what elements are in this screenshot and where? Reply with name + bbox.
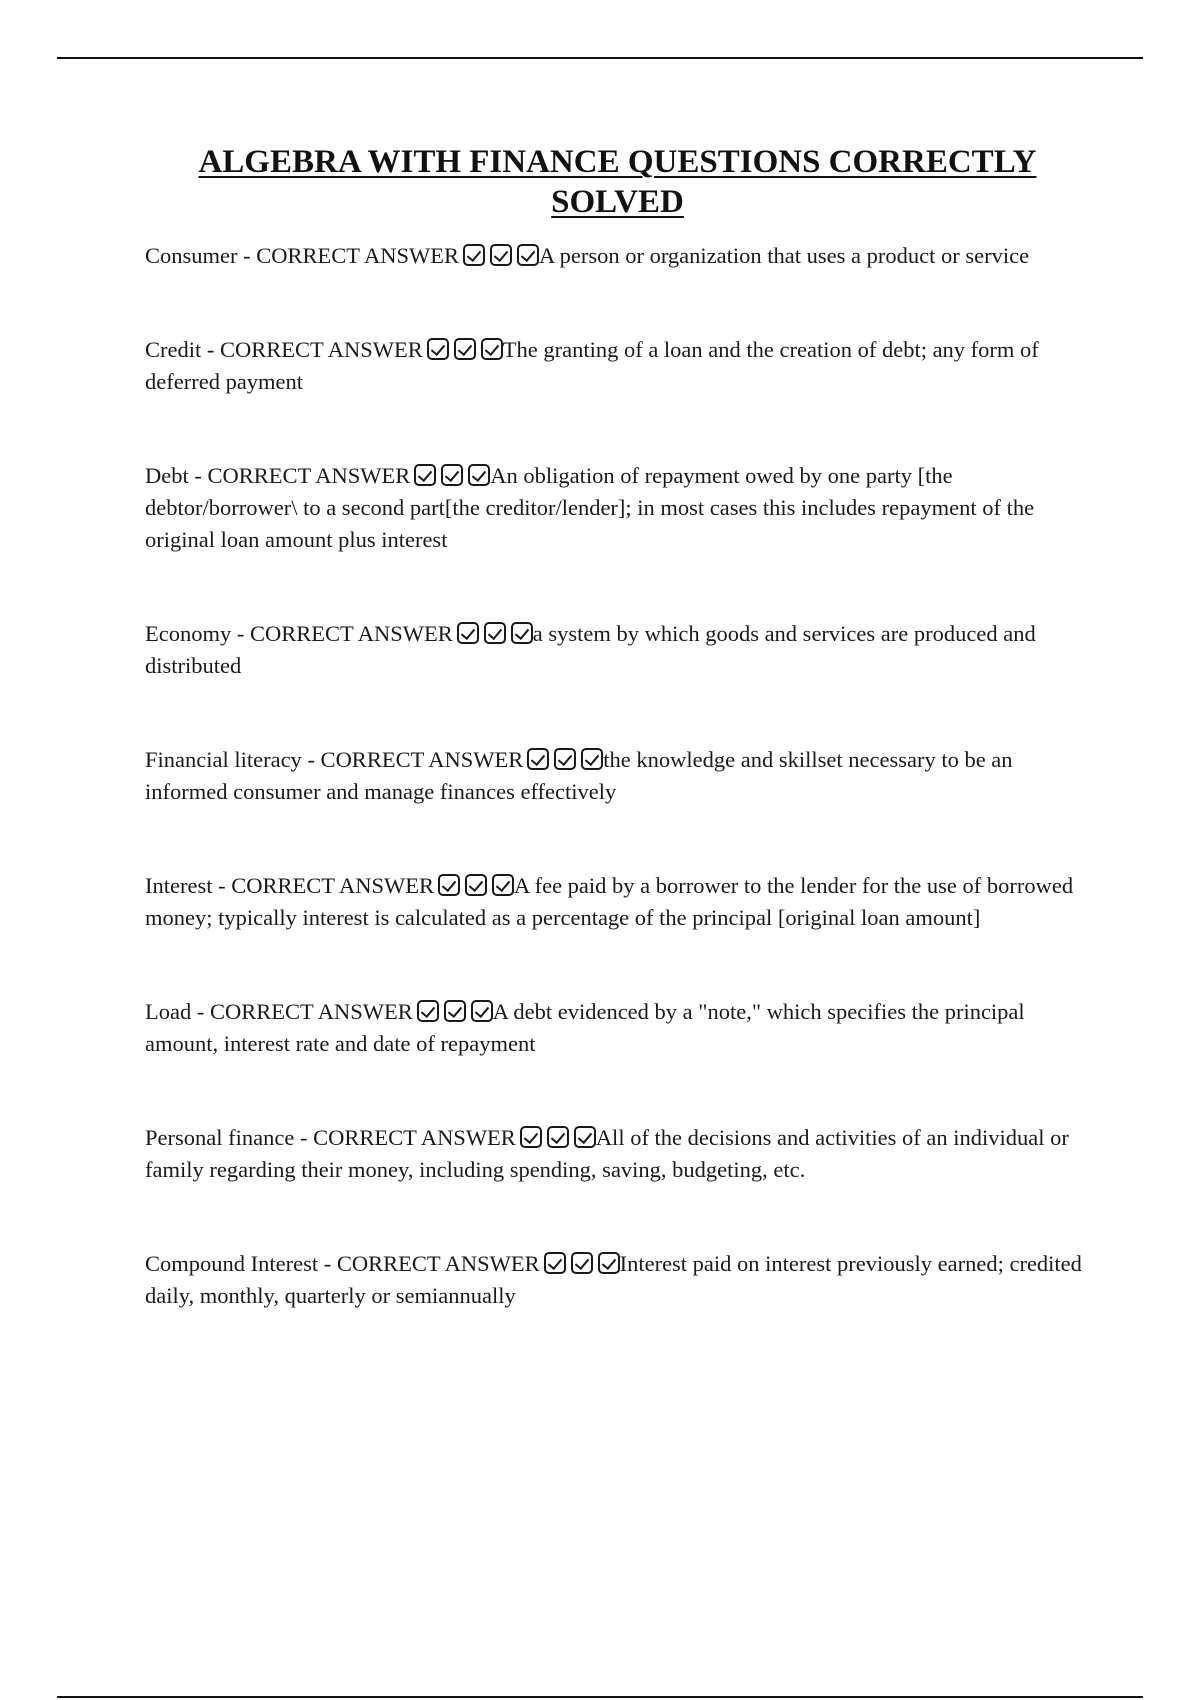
document-body bbox=[145, 142, 1090, 1312]
checked-box-icon bbox=[444, 1000, 466, 1022]
checked-box-icon bbox=[484, 622, 506, 644]
checked-box-icon bbox=[468, 464, 490, 486]
top-rule bbox=[57, 57, 1143, 59]
entry-definition: Interest paid on interest previously earned; credited daily, monthly, quarterly or semiannually bbox=[145, 1251, 1082, 1308]
glossary-entry bbox=[145, 1248, 1090, 1312]
entry-term: Debt bbox=[145, 463, 189, 488]
checkmarks-group bbox=[423, 337, 503, 362]
correct-answer-marker: - CORRECT ANSWER bbox=[323, 1251, 540, 1276]
checked-box-icon bbox=[463, 244, 485, 266]
checkmarks-group bbox=[523, 747, 603, 772]
checked-box-icon bbox=[547, 1126, 569, 1148]
checkmarks-group bbox=[413, 999, 493, 1024]
checked-box-icon bbox=[598, 1252, 620, 1274]
entry-term: Interest bbox=[145, 873, 213, 898]
checked-box-icon bbox=[517, 244, 539, 266]
checked-box-icon bbox=[571, 1252, 593, 1274]
checkmarks-group bbox=[453, 621, 533, 646]
checked-box-icon bbox=[457, 622, 479, 644]
checked-box-icon bbox=[574, 1126, 596, 1148]
checked-box-icon bbox=[417, 1000, 439, 1022]
entry-definition: An obligation of repayment owed by one party [the debtor/borrower\ to a second part[the creditor/lender]; in most cases this includes repayment of the original loan amount plus interest bbox=[145, 463, 1035, 552]
glossary-entry bbox=[145, 240, 1090, 272]
correct-answer-marker: - CORRECT ANSWER bbox=[196, 999, 413, 1024]
entry-term: Compound Interest bbox=[145, 1251, 319, 1276]
checked-box-icon bbox=[520, 1126, 542, 1148]
checked-box-icon bbox=[414, 464, 436, 486]
title-line-1: ALGEBRA WITH FINANCE QUESTIONS CORRECTLY bbox=[198, 144, 1037, 180]
checked-box-icon bbox=[465, 874, 487, 896]
entry-term: Financial literacy bbox=[145, 747, 302, 772]
bottom-rule bbox=[57, 1696, 1143, 1698]
correct-answer-marker: - CORRECT ANSWER bbox=[243, 243, 459, 268]
checked-box-icon bbox=[511, 622, 533, 644]
checked-box-icon bbox=[441, 464, 463, 486]
checked-box-icon bbox=[527, 748, 549, 770]
checked-box-icon bbox=[454, 338, 476, 360]
glossary-entry bbox=[145, 334, 1090, 398]
correct-answer-marker: - CORRECT ANSWER bbox=[218, 873, 434, 898]
entry-definition: A person or organization that uses a product or service bbox=[538, 243, 1030, 268]
glossary-list bbox=[145, 240, 1090, 1312]
entry-term: Personal finance bbox=[145, 1125, 295, 1150]
entry-term: Load bbox=[145, 999, 192, 1024]
correct-answer-marker: - CORRECT ANSWER bbox=[307, 747, 524, 772]
checkmarks-group bbox=[516, 1125, 596, 1150]
checked-box-icon bbox=[481, 338, 503, 360]
correct-answer-marker: - CORRECT ANSWER bbox=[194, 463, 411, 488]
checkmarks-group bbox=[434, 873, 514, 898]
document-title bbox=[145, 142, 1090, 222]
entry-term: Consumer bbox=[145, 243, 238, 268]
checked-box-icon bbox=[492, 874, 514, 896]
checked-box-icon bbox=[544, 1252, 566, 1274]
checked-box-icon bbox=[581, 748, 603, 770]
entry-definition: the knowledge and skillset necessary to be an informed consumer and manage finances effectively bbox=[145, 747, 1013, 804]
checked-box-icon bbox=[427, 338, 449, 360]
glossary-entry bbox=[145, 744, 1090, 808]
entry-definition: The granting of a loan and the creation of debt; any form of deferred payment bbox=[145, 337, 1039, 394]
checked-box-icon bbox=[471, 1000, 493, 1022]
checkmarks-group bbox=[410, 463, 490, 488]
entry-definition: All of the decisions and activities of an individual or family regarding their money, including spending, saving, budgeting, etc. bbox=[145, 1125, 1069, 1182]
glossary-entry bbox=[145, 460, 1090, 556]
correct-answer-marker: - CORRECT ANSWER bbox=[299, 1125, 516, 1150]
glossary-entry bbox=[145, 1122, 1090, 1186]
checked-box-icon bbox=[438, 874, 460, 896]
checkmarks-group bbox=[540, 1251, 620, 1276]
correct-answer-marker: - CORRECT ANSWER bbox=[236, 621, 453, 646]
glossary-entry bbox=[145, 870, 1090, 934]
checked-box-icon bbox=[490, 244, 512, 266]
title-line-2: SOLVED bbox=[551, 184, 684, 220]
checked-box-icon bbox=[554, 748, 576, 770]
entry-definition: A debt evidenced by a "note," which specifies the principal amount, interest rate and date of repayment bbox=[145, 999, 1025, 1056]
entry-definition: A fee paid by a borrower to the lender for the use of borrowed money; typically interest is calculated as a percentage of the principal [original loan amount] bbox=[145, 873, 1074, 930]
glossary-entry bbox=[145, 618, 1090, 682]
entry-definition: a system by which goods and services are produced and distributed bbox=[145, 621, 1036, 678]
entry-term: Credit bbox=[145, 337, 202, 362]
glossary-entry bbox=[145, 996, 1090, 1060]
correct-answer-marker: - CORRECT ANSWER bbox=[206, 337, 423, 362]
entry-term: Economy bbox=[145, 621, 232, 646]
checkmarks-group bbox=[459, 243, 539, 268]
